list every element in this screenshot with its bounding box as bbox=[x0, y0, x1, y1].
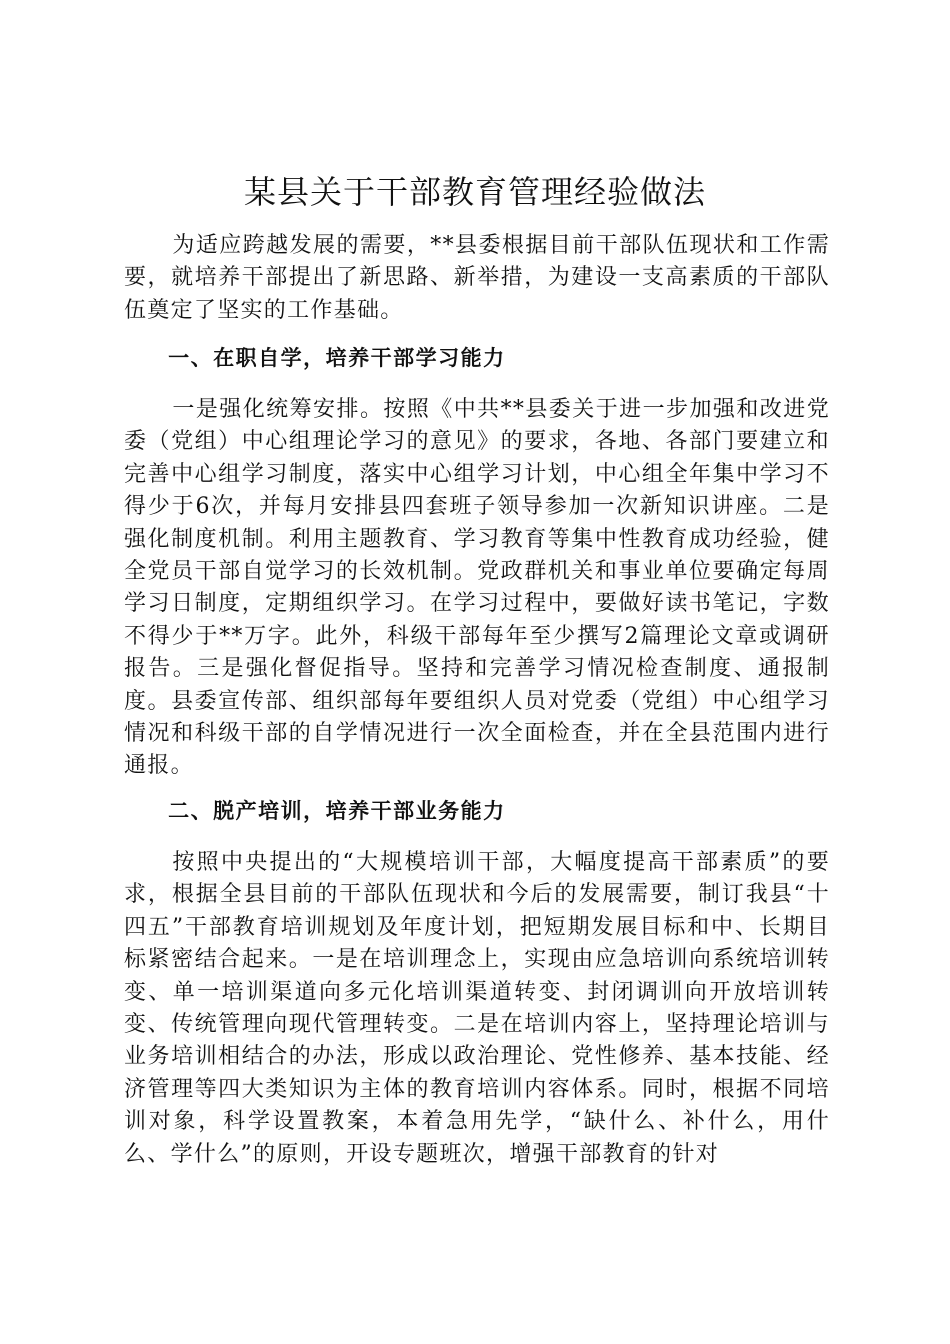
section-2-paragraph: 按照中央提出的“大规模培训干部，大幅度提高干部素质”的要求，根据全县目前的干部队伍现状和今后的发展需要，制订我县“十四五”干部教育培训规划及年度计划，把短期发展目标和中、长期目标紧密结合起来。一是在培训理念上，实现由应急培训向系统培训转变、单一培训渠道向多元化培训渠道转变、封闭调训向开放培训转变、传统管理向现代管理转变。二是在培训内容上，坚持理论培训与业务培训相结合的办法，形成以政治理论、党性修养、基本技能、经济管理等四大类知识为主体的教育培训内容体系。同时，根据不同培训对象，科学设置教案，本着急用先学，“缺什么、补什么，用什么、学什么”的原则，开设专题班次，增强干部教育的针对 bbox=[124, 850, 830, 1167]
section-1-paragraph: 一是强化统筹安排。按照《中共**县委关于进一步加强和改进党委（党组）中心组理论学习的意见》的要求，各地、各部门要建立和完善中心组学习制度，落实中心组学习计划，中心组全年集中学习不得少于6次，并每月安排县四套班子领导参加一次新知识讲座。二是强化制度机制。利用主题教育、学习教育等集中性教育成功经验，健全党员干部自觉学习的长效机制。党政群机关和事业单位要确定每周学习日制度，定期组织学习。在学习过程中，要做好读书笔记，字数不得少于**万字。此外，科级干部每年至少撰写2篇理论文章或调研报告。三是强化督促指导。坚持和完善学习情况检查制度、通报制度。县委宣传部、组织部每年要组织人员对党委（党组）中心组学习情况和科级干部的自学情况进行一次全面检查，并在全县范围内进行通报。 bbox=[124, 397, 830, 779]
document-title: 某县关于干部教育管理经验做法 bbox=[243, 173, 706, 211]
intro-paragraph: 为适应跨越发展的需要，**县委根据目前干部队伍现状和工作需要，就培养干部提出了新思路、新举措，为建设一支高素质的干部队伍奠定了坚实的工作基础。 bbox=[124, 233, 830, 323]
section-1-heading: 一、在职自学，培养干部学习能力 bbox=[168, 346, 506, 370]
section-2-heading: 二、脱产培训，培养干部业务能力 bbox=[168, 799, 506, 823]
